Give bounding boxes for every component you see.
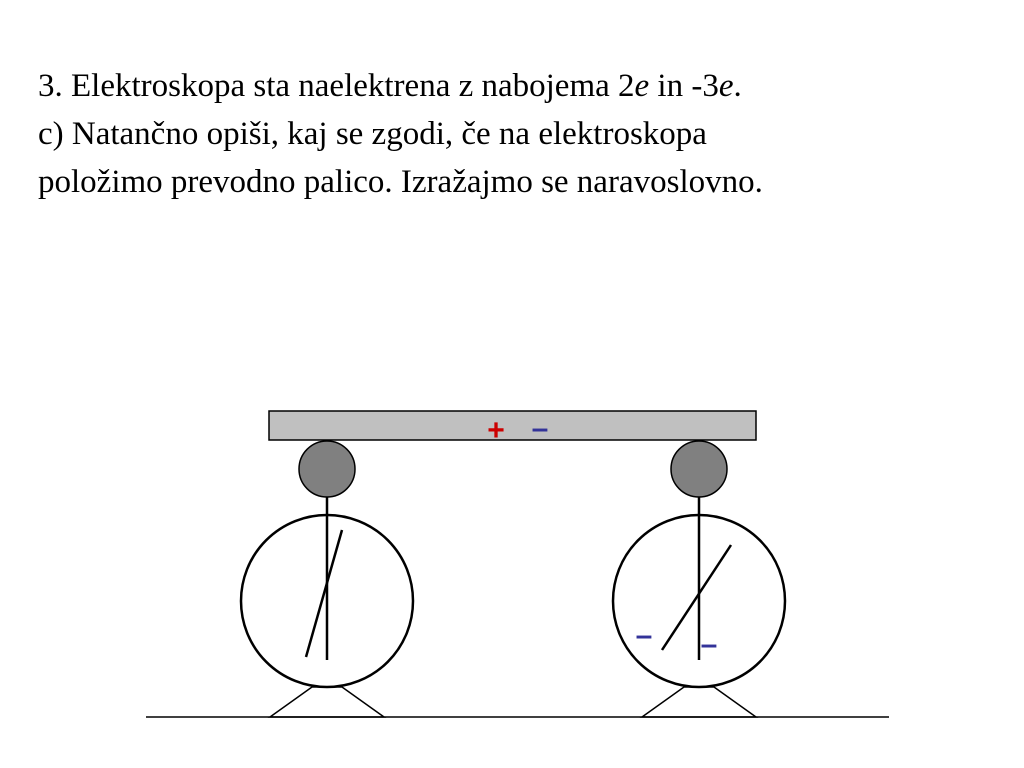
left-electroscope-leaf [306,530,342,657]
conducting-rod [269,411,756,440]
left-electroscope [241,441,413,717]
rod-minus-charge: – [531,412,549,445]
right-electroscope-leaf [662,545,731,650]
right-electroscope [613,441,785,717]
charge-symbol-e: e [718,68,734,104]
task-line-2: c) Natančno opiši, kaj se zgodi, če na elektroskopa [38,116,707,152]
rod-plus-charge: + [487,414,505,447]
right-electroscope-minus-right: – [700,628,718,661]
task-line-1-middle: in -3 [649,68,719,104]
left-electroscope-base [270,687,384,717]
task-line-1-suffix: . [733,68,742,104]
left-electroscope-sphere [299,441,355,497]
task-line-1-prefix: 3. Elektroskopa sta naelektrena z nabojema 2 [38,68,635,104]
charge-symbol-e: e [634,68,650,104]
right-electroscope-minus-left: – [635,619,653,652]
task-line-3: položimo prevodno palico. Izražajmo se naravoslovno. [38,164,763,200]
right-electroscope-base [642,687,756,717]
right-electroscope-sphere [671,441,727,497]
